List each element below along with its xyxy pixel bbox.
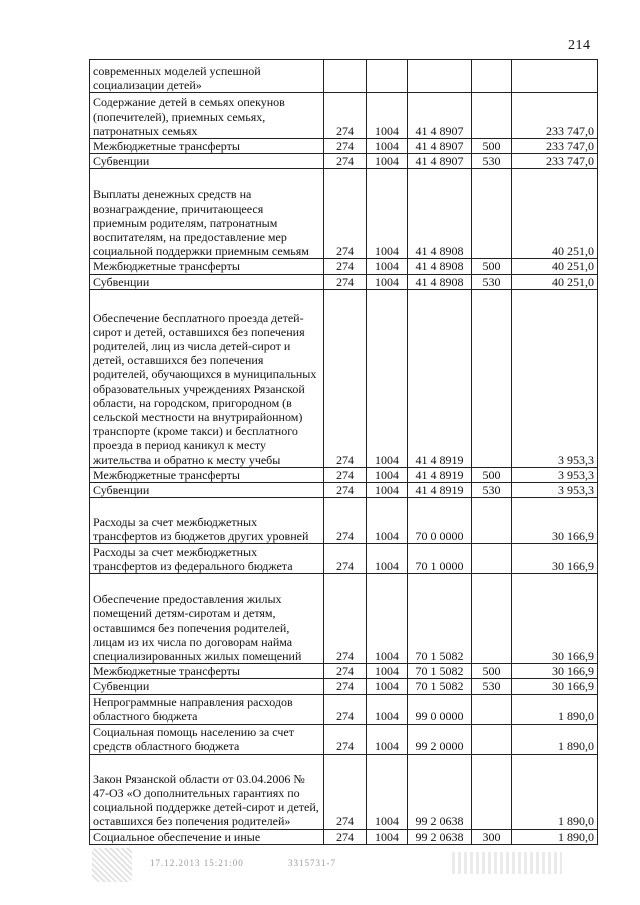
row-expense-code: 500 [472,139,512,154]
row-expense-code [472,724,512,754]
row-expense-code [472,754,512,829]
row-amount: 3 953,3 [512,467,598,482]
row-target-code: 41 4 8907 [408,93,472,139]
row-section-code: 1004 [367,483,408,498]
row-name: Субвенции [90,483,324,498]
row-expense-code: 530 [472,483,512,498]
row-section-code: 1004 [367,274,408,289]
row-expense-code: 530 [472,274,512,289]
row-expense-code: 500 [472,467,512,482]
row-amount: 1 890,0 [512,724,598,754]
row-section-code: 1004 [367,498,408,544]
row-org-code: 274 [324,169,367,259]
row-amount: 30 166,9 [512,664,598,679]
budget-table [89,59,598,845]
row-org-code: 274 [324,544,367,574]
row-org-code [324,60,367,93]
table-row [90,679,598,694]
row-name: Обеспечение бесплатного проезда детей-сирот и детей, оставшихся без попечения родителей, лиц из числа детей-сирот и детей, оставшихся без попечения родителей, обучающихся в муниципальных образовательных учреждениях Рязанской области, на городском, пригородном (в сельской местности на внутрирайонном) транспорте (кроме такси) и бесплатного проезда в период каникул к месту жительства и обратно к месту учебы [90,289,324,467]
table-row [90,544,598,574]
row-target-code: 99 2 0638 [408,754,472,829]
row-expense-code [472,169,512,259]
row-name: Обеспечение предоставления жилых помещений детям-сиротам и детям, оставшимся без попечения родителей, лицам из их числа по договорам найма специализированных жилых помещений [90,574,324,664]
row-target-code: 41 4 8908 [408,259,472,274]
row-section-code: 1004 [367,169,408,259]
row-name: Расходы за счет межбюджетных трансфертов из бюджетов других уровней [90,498,324,544]
row-expense-code: 500 [472,259,512,274]
row-target-code: 41 4 8907 [408,139,472,154]
document-code: 3315731-7 [288,858,336,868]
row-expense-code [472,60,512,93]
row-name: Межбюджетные трансферты [90,259,324,274]
table-row [90,467,598,482]
table-row [90,154,598,169]
row-amount: 1 890,0 [512,694,598,724]
row-name: Субвенции [90,274,324,289]
row-amount: 30 166,9 [512,679,598,694]
row-target-code: 70 1 5082 [408,679,472,694]
row-name: Содержание детей в семьях опекунов (попечителей), приемных семьях, патронатных семьях [90,93,324,139]
row-target-code: 41 4 8919 [408,289,472,467]
row-target-code: 99 0 0000 [408,694,472,724]
row-name: Социальная помощь населению за счет средств областного бюджета [90,724,324,754]
table-row [90,93,598,139]
page-number: 214 [568,38,591,53]
row-section-code: 1004 [367,139,408,154]
row-org-code: 274 [324,467,367,482]
row-amount: 40 251,0 [512,169,598,259]
row-amount: 3 953,3 [512,289,598,467]
row-org-code: 274 [324,829,367,844]
row-amount: 30 166,9 [512,498,598,544]
row-name: Межбюджетные трансферты [90,467,324,482]
row-amount: 30 166,9 [512,574,598,664]
row-expense-code [472,289,512,467]
row-expense-code: 300 [472,829,512,844]
row-target-code: 70 1 5082 [408,574,472,664]
row-name: Непрограммные направления расходов областного бюджета [90,694,324,724]
row-amount [512,60,598,93]
row-amount: 1 890,0 [512,754,598,829]
row-section-code: 1004 [367,259,408,274]
table-row [90,664,598,679]
table-row [90,60,598,93]
row-target-code: 41 4 8908 [408,274,472,289]
row-target-code [408,60,472,93]
row-section-code: 1004 [367,694,408,724]
row-org-code: 274 [324,694,367,724]
row-section-code: 1004 [367,664,408,679]
row-name: Закон Рязанской области от 03.04.2006 № 47-ОЗ «О дополнительных гарантиях по социальной поддержке детей-сирот и детей, оставшихся без попечения родителей» [90,754,324,829]
table-row [90,829,598,844]
row-amount: 40 251,0 [512,274,598,289]
row-target-code: 41 4 8919 [408,467,472,482]
row-target-code: 70 1 5082 [408,664,472,679]
row-org-code: 274 [324,724,367,754]
table-row [90,754,598,829]
table-row [90,724,598,754]
row-org-code: 274 [324,93,367,139]
table-row [90,483,598,498]
row-target-code: 41 4 8919 [408,483,472,498]
document-stamp-mark [92,848,132,882]
row-name: Межбюджетные трансферты [90,139,324,154]
row-target-code: 70 0 0000 [408,498,472,544]
row-org-code: 274 [324,574,367,664]
row-expense-code [472,574,512,664]
row-section-code: 1004 [367,829,408,844]
row-org-code: 274 [324,664,367,679]
row-expense-code [472,544,512,574]
table-row [90,289,598,467]
row-expense-code: 500 [472,664,512,679]
row-section-code: 1004 [367,93,408,139]
row-amount: 233 747,0 [512,139,598,154]
row-expense-code [472,93,512,139]
row-target-code: 99 2 0000 [408,724,472,754]
row-org-code: 274 [324,259,367,274]
row-name: Субвенции [90,679,324,694]
print-timestamp: 17.12.2013 15:21:00 [150,858,244,868]
row-org-code: 274 [324,139,367,154]
row-expense-code [472,498,512,544]
row-target-code: 41 4 8908 [408,169,472,259]
row-name: Социальное обеспечение и иные [90,829,324,844]
row-section-code: 1004 [367,754,408,829]
row-section-code [367,60,408,93]
row-section-code: 1004 [367,574,408,664]
table-row [90,274,598,289]
row-amount: 40 251,0 [512,259,598,274]
row-org-code: 274 [324,154,367,169]
row-name: Расходы за счет межбюджетных трансфертов из федерального бюджета [90,544,324,574]
row-amount: 233 747,0 [512,154,598,169]
row-name: Субвенции [90,154,324,169]
row-org-code: 274 [324,483,367,498]
table-row [90,694,598,724]
row-org-code: 274 [324,679,367,694]
row-org-code: 274 [324,754,367,829]
row-name: Выплаты денежных средств на вознаграждение, причитающееся приемным родителям, патронатным воспитателям, на предоставление мер социальной поддержки приемным семьям [90,169,324,259]
row-section-code: 1004 [367,289,408,467]
row-name: современных моделей успешной социализации детей» [90,60,324,93]
row-target-code: 70 1 0000 [408,544,472,574]
table-row [90,574,598,664]
row-amount: 1 890,0 [512,829,598,844]
row-expense-code [472,694,512,724]
row-org-code: 274 [324,289,367,467]
row-section-code: 1004 [367,154,408,169]
row-section-code: 1004 [367,544,408,574]
row-amount: 3 953,3 [512,483,598,498]
table-row [90,139,598,154]
row-expense-code: 530 [472,154,512,169]
row-amount: 30 166,9 [512,544,598,574]
row-section-code: 1004 [367,467,408,482]
table-row [90,259,598,274]
table-row [90,498,598,544]
row-org-code: 274 [324,498,367,544]
row-section-code: 1004 [367,679,408,694]
table-row [90,169,598,259]
faded-stamp-mark [452,852,562,874]
row-target-code: 41 4 8907 [408,154,472,169]
row-section-code: 1004 [367,724,408,754]
row-expense-code: 530 [472,679,512,694]
row-target-code: 99 2 0638 [408,829,472,844]
row-name: Межбюджетные трансферты [90,664,324,679]
row-org-code: 274 [324,274,367,289]
row-amount: 233 747,0 [512,93,598,139]
